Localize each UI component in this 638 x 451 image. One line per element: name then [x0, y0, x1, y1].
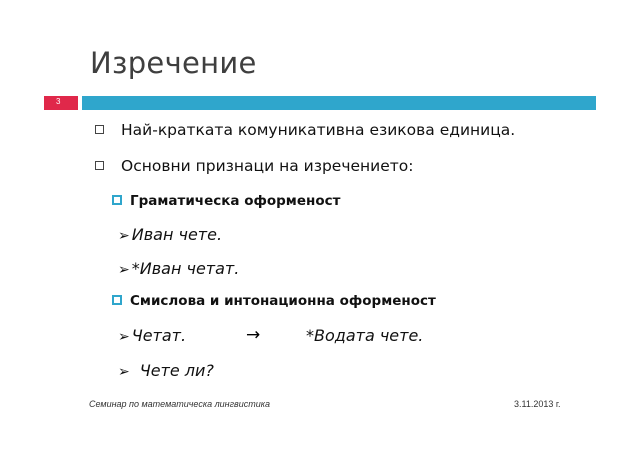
- example-text-right: *Водата чете.: [306, 326, 424, 345]
- subbullet-semantic: [112, 293, 436, 309]
- arrowhead-bullet-icon: ➢: [118, 364, 130, 380]
- example-text: Чете ли?: [139, 361, 214, 380]
- subbullet-text: Граматическа оформеност: [130, 193, 341, 209]
- subbullet-text: Смислова и интонационна оформеност: [130, 293, 436, 309]
- right-arrow-icon: →: [246, 325, 261, 345]
- footer-date: 3.11.2013 г.: [514, 399, 561, 409]
- square-bullet-icon: [112, 195, 122, 205]
- square-bullet-icon: [112, 295, 122, 305]
- bullet-text: Основни признаци на изречението:: [121, 157, 414, 175]
- slide-number: 3: [56, 97, 61, 106]
- subbullet-grammatical: [112, 193, 340, 209]
- bullet-item-definition: [95, 121, 515, 139]
- example-text: Четат.: [131, 326, 187, 345]
- example-item: [118, 361, 214, 380]
- slide-title: Изречение: [90, 46, 257, 80]
- arrowhead-bullet-icon: ➢: [118, 329, 130, 345]
- bullet-text: Най-кратката комуникативна езикова единица.: [121, 121, 516, 139]
- example-item: [118, 225, 222, 244]
- square-outline-icon: [95, 161, 104, 170]
- example-item: [118, 326, 186, 345]
- example-text: *Иван четат.: [131, 259, 240, 278]
- title-divider-bar: [82, 96, 596, 110]
- example-item: [118, 259, 239, 278]
- footer-seminar-title: Семинар по математическа лингвистика: [89, 399, 271, 409]
- arrowhead-bullet-icon: ➢: [118, 262, 130, 278]
- example-text: Иван чете.: [131, 225, 223, 244]
- arrowhead-bullet-icon: ➢: [118, 228, 130, 244]
- bullet-item-features: [95, 157, 414, 175]
- square-outline-icon: [95, 125, 104, 134]
- slide-number-bar: [44, 96, 78, 110]
